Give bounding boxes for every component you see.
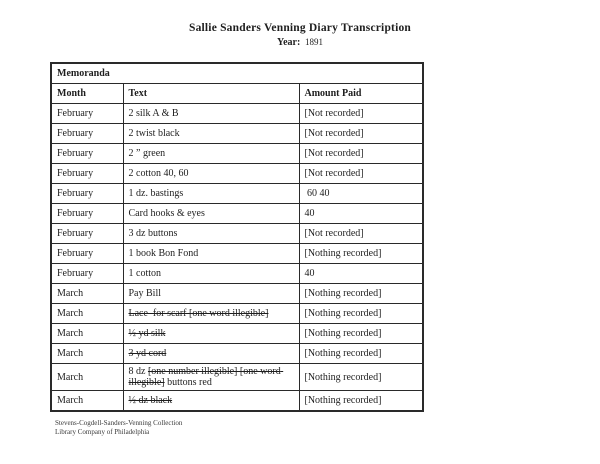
cell-text <box>123 364 299 391</box>
plain-text: 1 book Bon Fond <box>128 248 199 259</box>
table-row <box>51 304 423 324</box>
table-caption: Memoranda <box>51 63 423 84</box>
table-row <box>51 104 423 124</box>
cell-amount: [Not recorded] <box>299 144 423 164</box>
year-value: 1891 <box>305 37 324 47</box>
page-title: Sallie Sanders Venning Diary Transcription <box>188 22 412 34</box>
collection-name: Stevens-Cogdell-Sanders-Venning Collection <box>55 419 183 427</box>
plain-text: Pay Bill <box>128 288 162 299</box>
cell-month: February <box>51 104 123 124</box>
column-header-month: Month <box>51 84 123 104</box>
column-header-text: Text <box>123 84 299 104</box>
column-header-row <box>51 84 423 104</box>
struck-text: [one number illegible] [one word illegible] <box>128 366 284 388</box>
cell-amount: [Not recorded] <box>299 164 423 184</box>
table-row <box>51 244 423 264</box>
table-row <box>51 344 423 364</box>
cell-amount: 40 <box>299 204 423 224</box>
cell-month: February <box>51 264 123 284</box>
plain-text: 1 dz. bastings <box>128 188 184 199</box>
cell-amount: 40 <box>299 264 423 284</box>
struck-text: ½ dz black <box>128 395 173 406</box>
plain-text: 2 silk A & B <box>128 108 179 119</box>
cell-amount: [Nothing recorded] <box>299 304 423 324</box>
plain-text: 3 dz buttons <box>128 228 178 239</box>
plain-text: 2 ” green <box>128 148 166 159</box>
table-row <box>51 144 423 164</box>
cell-month: March <box>51 284 123 304</box>
cell-month: February <box>51 184 123 204</box>
cell-amount: [Nothing recorded] <box>299 324 423 344</box>
plain-text: Card hooks & eyes <box>128 208 205 219</box>
cell-text <box>123 304 299 324</box>
cell-amount: 60 40 <box>299 184 423 204</box>
cell-text <box>123 204 299 224</box>
plain-text: buttons red <box>164 377 212 388</box>
year-label: Year: <box>276 37 301 48</box>
table-row <box>51 264 423 284</box>
table-row <box>51 324 423 344</box>
cell-text <box>123 144 299 164</box>
cell-amount: [Nothing recorded] <box>299 364 423 391</box>
cell-amount: [Nothing recorded] <box>299 284 423 304</box>
institution-name: Library Company of Philadelphia <box>55 428 150 436</box>
struck-text: Lace for scarf [one word illegible] <box>128 308 269 319</box>
cell-amount: [Nothing recorded] <box>299 244 423 264</box>
footer <box>55 419 182 437</box>
memoranda-table <box>50 62 424 412</box>
cell-month: February <box>51 144 123 164</box>
cell-text <box>123 104 299 124</box>
table-row <box>51 164 423 184</box>
cell-text <box>123 224 299 244</box>
cell-text <box>123 391 299 412</box>
cell-month: February <box>51 224 123 244</box>
table-row <box>51 391 423 412</box>
struck-text: 3 yd cord <box>128 348 167 359</box>
cell-text <box>123 124 299 144</box>
cell-amount: [Not recorded] <box>299 104 423 124</box>
cell-amount: [Not recorded] <box>299 124 423 144</box>
cell-month: February <box>51 204 123 224</box>
plain-text: 8 dz <box>128 366 148 377</box>
cell-month: March <box>51 324 123 344</box>
caption-row <box>51 63 423 84</box>
column-header-amount: Amount Paid <box>299 84 423 104</box>
plain-text: 2 cotton 40, 60 <box>128 168 189 179</box>
table-row <box>51 364 423 391</box>
cell-text <box>123 324 299 344</box>
plain-text: 2 twist black <box>128 128 180 139</box>
struck-text: ½ yd silk <box>128 328 166 339</box>
table-body <box>51 104 423 412</box>
year-line <box>0 37 600 48</box>
table-row <box>51 224 423 244</box>
cell-text <box>123 184 299 204</box>
cell-amount: [Not recorded] <box>299 224 423 244</box>
table-row <box>51 284 423 304</box>
cell-text <box>123 244 299 264</box>
cell-month: March <box>51 304 123 324</box>
cell-amount: [Nothing recorded] <box>299 391 423 412</box>
plain-text: 1 cotton <box>128 268 161 279</box>
cell-amount: [Nothing recorded] <box>299 344 423 364</box>
cell-month: March <box>51 391 123 412</box>
cell-month: March <box>51 364 123 391</box>
cell-text <box>123 264 299 284</box>
table-row <box>51 184 423 204</box>
cell-month: March <box>51 344 123 364</box>
cell-month: February <box>51 244 123 264</box>
cell-text <box>123 284 299 304</box>
cell-text <box>123 164 299 184</box>
cell-text <box>123 344 299 364</box>
table-row <box>51 124 423 144</box>
cell-month: February <box>51 164 123 184</box>
table-row <box>51 204 423 224</box>
cell-month: February <box>51 124 123 144</box>
